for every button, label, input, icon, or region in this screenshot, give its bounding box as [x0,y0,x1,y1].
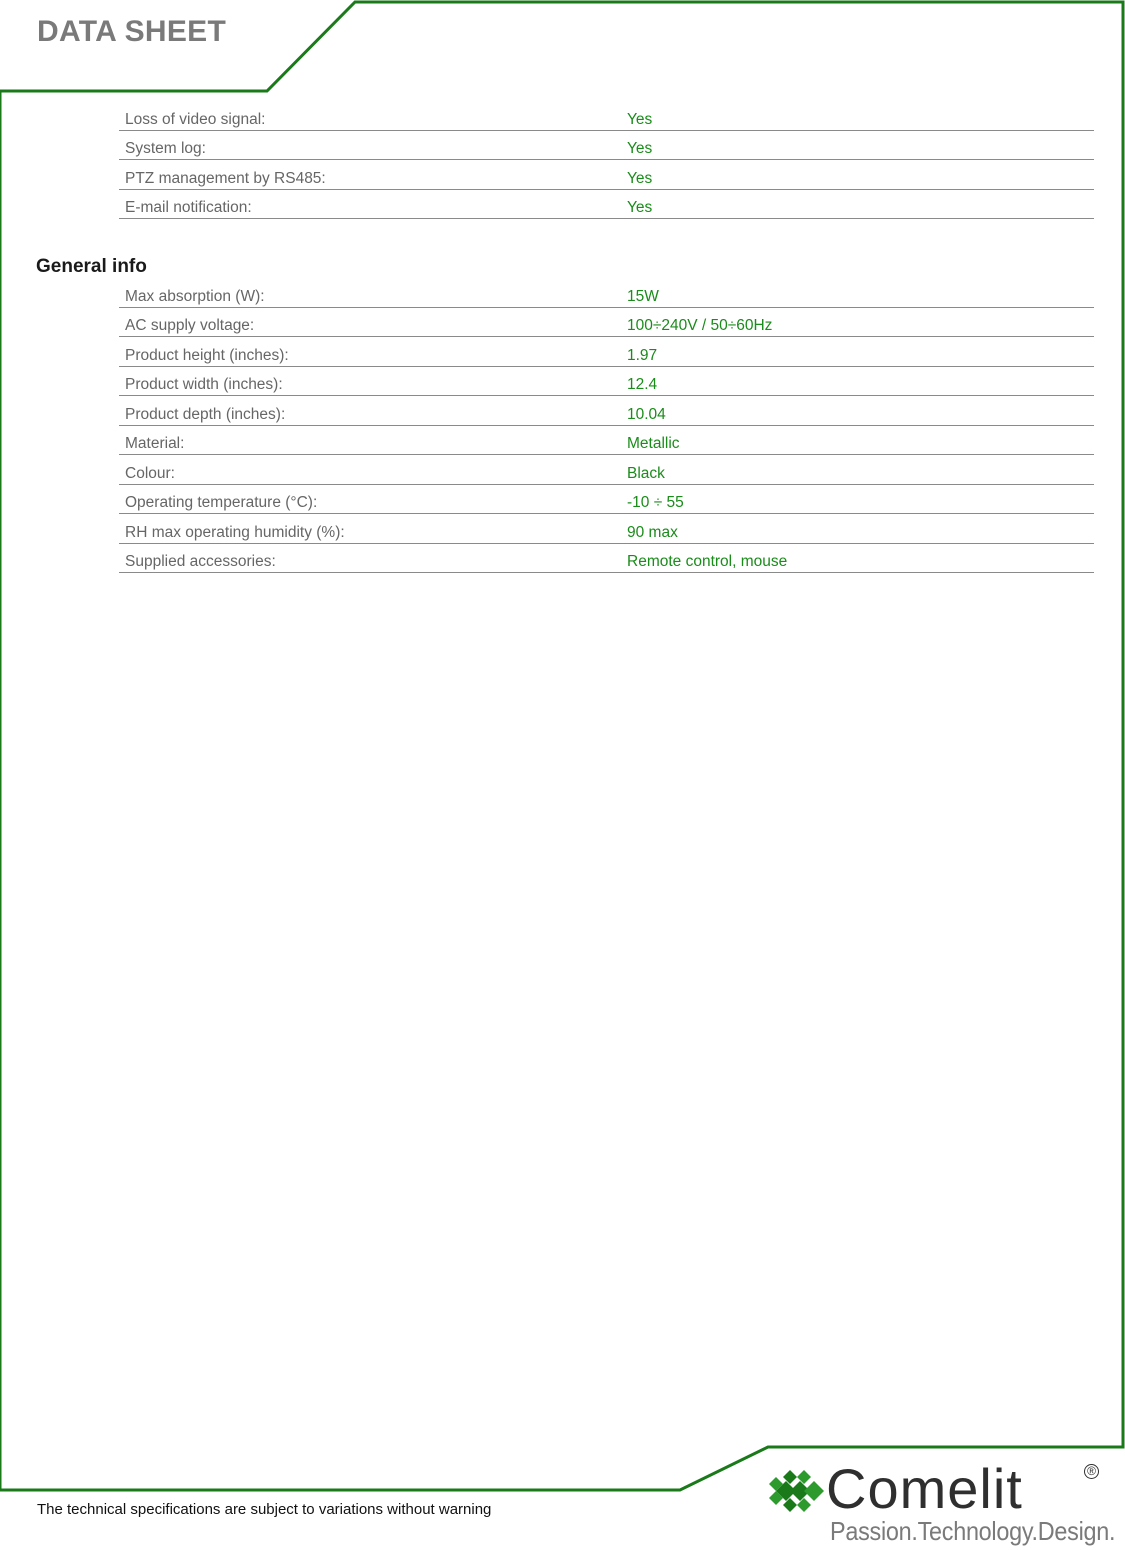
spec-label: RH max operating humidity (%): [125,523,345,541]
footer-disclaimer: The technical specifications are subject to variations without warning [37,1501,492,1518]
table-row [119,544,1094,574]
spec-label: System log: [125,140,206,157]
page-title: DATA SHEET [37,15,227,48]
spec-value: Yes [627,199,653,216]
spec-label: Colour: [125,464,175,482]
brand-tagline: Passion.Technology.Design. [830,1516,1116,1546]
spec-value: Yes [627,110,653,128]
table-row [119,337,1094,367]
spec-value: -10 ÷ 55 [627,494,684,511]
table-row [119,396,1094,426]
table-row [119,278,1094,308]
spec-table-general-info [119,278,1094,573]
spec-label: Supplied accessories: [125,553,276,570]
table-row [119,426,1094,456]
table-row [119,160,1094,190]
spec-label: Product height (inches): [125,346,289,364]
spec-value: 10.04 [627,405,666,423]
spec-label: Material: [125,435,185,452]
brand-name: Comelit [826,1457,1023,1520]
spec-value: 1.97 [627,346,658,364]
spec-value: Black [627,464,665,482]
table-row [119,190,1094,220]
registered-mark-icon: ® [1084,1464,1099,1479]
spec-label: E-mail notification: [125,199,252,216]
spec-value: 90 max [627,523,678,541]
spec-label: Operating temperature (°C): [125,494,318,511]
spec-value: Yes [627,169,653,187]
spec-value: 15W [627,287,659,305]
spec-table-top [119,101,1094,219]
table-row [119,131,1094,161]
spec-label: PTZ management by RS485: [125,169,326,187]
spec-value: Metallic [627,435,680,452]
spec-value: 100÷240V / 50÷60Hz [627,317,773,334]
spec-label: Loss of video signal: [125,110,266,128]
spec-value: Remote control, mouse [627,553,788,570]
spec-label: Product width (inches): [125,376,283,393]
table-row [119,367,1094,397]
table-row [119,455,1094,485]
section-title-general-info: General info [36,256,147,277]
table-row [119,514,1094,544]
table-row [119,485,1094,515]
table-row [119,308,1094,338]
spec-label: Max absorption (W): [125,287,265,305]
spec-label: Product depth (inches): [125,405,286,423]
spec-value: 12.4 [627,376,658,393]
brand-mark-icon [766,1470,830,1512]
brand-logo [766,1457,1116,1550]
spec-label: AC supply voltage: [125,317,255,334]
spec-value: Yes [627,140,653,157]
table-row [119,101,1094,131]
